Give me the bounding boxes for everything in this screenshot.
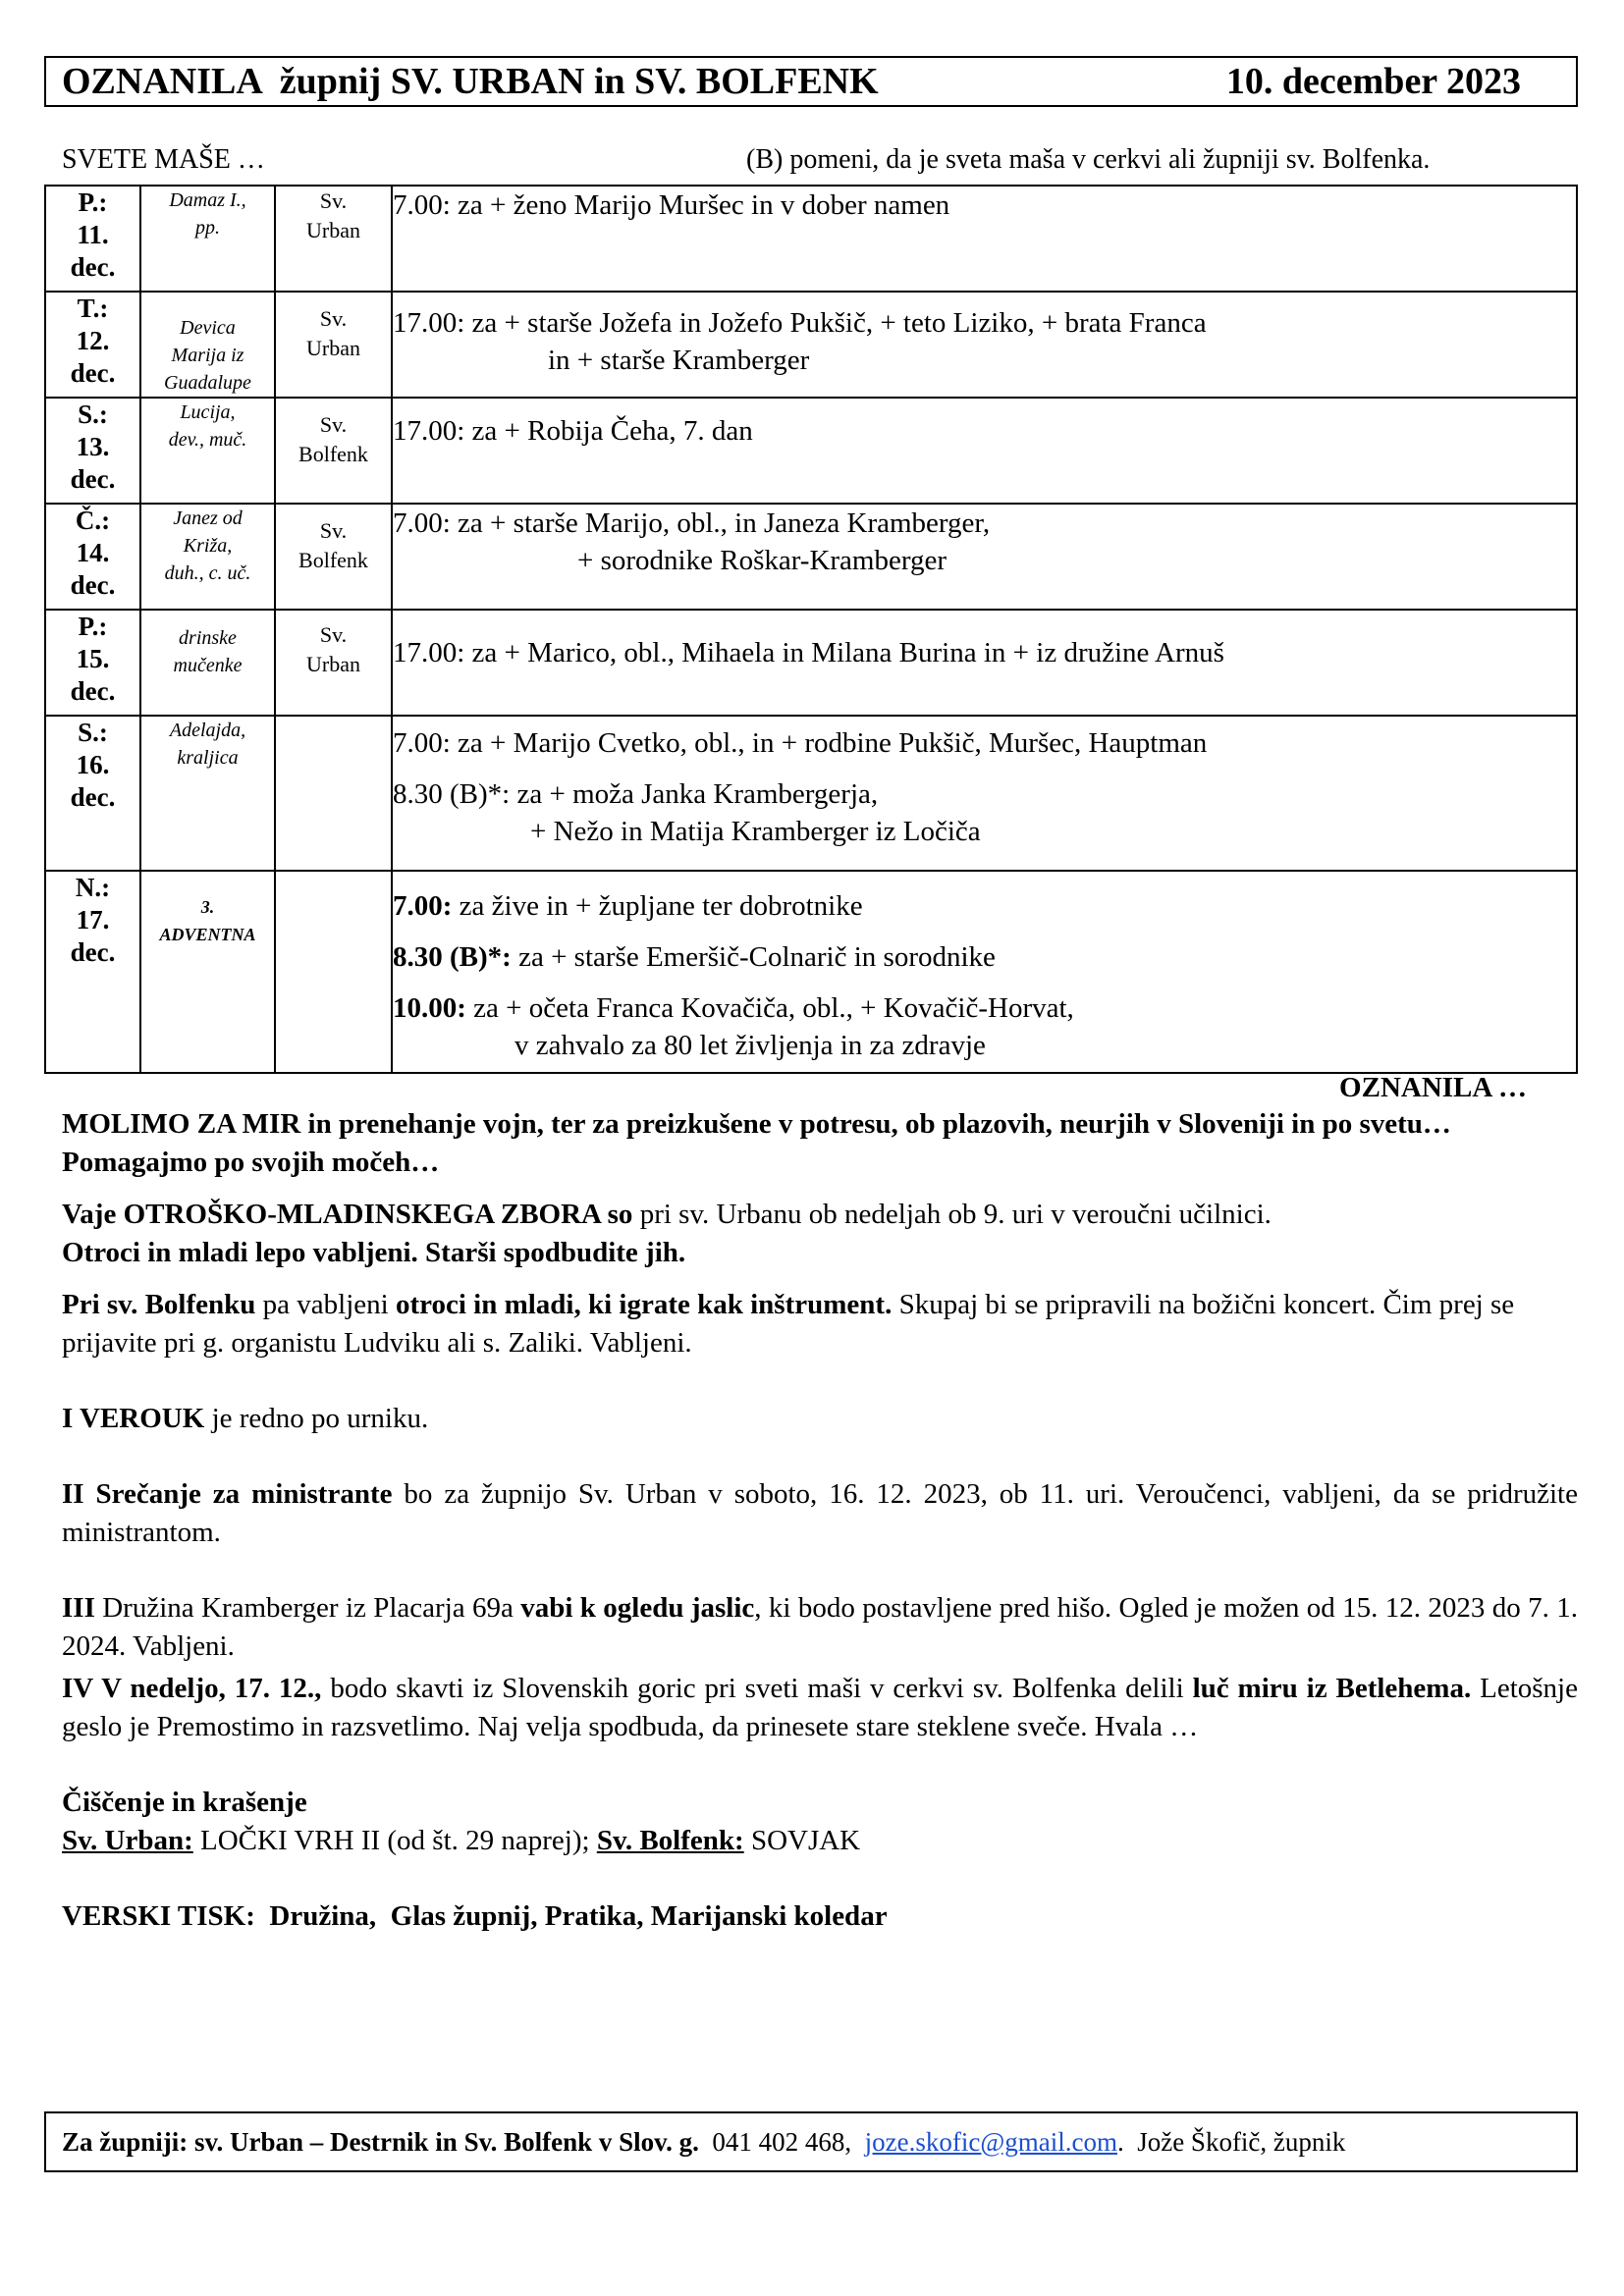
saint-cell: Adelajda, kraljica [140,716,275,871]
notices-section [62,1105,1578,1936]
page-title: OZNANILA župnij SV. URBAN in SV. BOLFENK [62,61,879,102]
church-cell: Sv. Urban [275,610,392,716]
mass-cell: 7.00: za + ženo Marijo Muršec in v dober namen [392,186,1577,292]
saint-cell: Damaz I., pp. [140,186,275,292]
day-cell: N.: 17. dec. [45,871,140,1073]
mass-cell: 7.00: za žive in + župljane ter dobrotnike 8.30 (B)*: za + starše Emeršič-Colnarič in sorodnike 10.00: za + očeta Franca Kovačiča, obl., + Kovačič-Horvat, v zahvalo za 80 let življenja in za zdravje [392,871,1577,1073]
table-row [45,716,1577,871]
peace-notice: MOLIMO ZA MIR in prenehanje vojn, ter za preizkušene v potresu, ob plazovih, neurjih v Sloveniji in po svetu… Pomagajmo po svojih močeh… [62,1108,1451,1178]
church-cell [275,871,392,1073]
choir-notice: Vaje OTROŠKO-MLADINSKEGA ZBORA so pri sv. Urbanu ob nedeljah ob 9. uri v veroučni učilnici. Otroci in mladi lepo vabljeni. Starši spodbudite jih. [62,1199,1272,1268]
day-cell: Č.: 14. dec. [45,504,140,610]
masses-label: SVETE MAŠE … [62,144,265,175]
mass-cell: 7.00: za + Marijo Cvetko, obl., in + rodbine Pukšič, Muršec, Hauptman 8.30 (B)*: za + moža Janka Krambergerja, + Nežo in Matija Kramberger iz Ločiča [392,716,1577,871]
church-cell: Sv. Urban [275,186,392,292]
table-row [45,871,1577,1073]
day-cell: P.: 11. dec. [45,186,140,292]
ministranti-notice: II Srečanje za ministrante bo za župnijo Sv. Urban v soboto, 16. 12. 2023, ob 11. uri. Veroučenci, vabljeni, da se pridružite ministrantom. [62,1478,1578,1548]
footer-label: Za župniji: sv. Urban – Destrnik in Sv. Bolfenk v Slov. g. [62,2127,699,2157]
church-cell: Sv. Bolfenk [275,398,392,504]
saint-cell: drinske mučenke [140,610,275,716]
b-note: (B) pomeni, da je sveta maša v cerkvi ali župniji sv. Bolfenka. [746,144,1431,175]
table-row [45,186,1577,292]
email-link[interactable]: joze.skofic@gmail.com [864,2127,1117,2157]
mass-cell: 17.00: za + starše Jožefa in Jožefo Pukšič, + teto Liziko, + brata Franca in + starše Kramberger [392,292,1577,398]
saint-cell: Janez od Križa, duh., c. uč. [140,504,275,610]
bolfenk-notice: Pri sv. Bolfenku pa vabljeni otroci in mladi, ki igrate kak inštrument. Skupaj bi se pripravili na božični koncert. Čim prej se prijavite pri g. organistu Ludviku ali s. Zaliki. Vabljeni. [62,1289,1515,1359]
church-cell [275,716,392,871]
verouk-notice: I VEROUK je redno po urniku. [62,1403,429,1434]
mass-cell: 17.00: za + Robija Čeha, 7. dan [392,398,1577,504]
table-row [45,504,1577,610]
church-cell: Sv. Bolfenk [275,504,392,610]
day-cell: T.: 12. dec. [45,292,140,398]
footer-signature: . Jože Škofič, župnik [1116,2127,1346,2157]
mass-cell: 17.00: za + Marico, obl., Mihaela in Milana Burina in + iz družine Arnuš [392,610,1577,716]
footer-phone: 041 402 468, [698,2127,865,2157]
header-box [44,56,1578,107]
day-cell: S.: 16. dec. [45,716,140,871]
table-row [45,610,1577,716]
day-cell: S.: 13. dec. [45,398,140,504]
press-notice: VERSKI TISK: Družina, Glas župnij, Pratika, Marijanski koledar [62,1900,888,1932]
mass-cell: 7.00: za + starše Marijo, obl., in Janeza Kramberger, + sorodnike Roškar-Kramberger [392,504,1577,610]
table-row [45,292,1577,398]
footer-box [44,2111,1578,2172]
jaslice-notice: III Družina Kramberger iz Placarja 69a vabi k ogledu jaslic, ki bodo postavljene pred hišo. Ogled je možen od 15. 12. 2023 do 7. 1. 2024. Vabljeni. [62,1592,1578,1662]
cleaning-title: Čiščenje in krašenje [62,1787,307,1818]
header-date: 10. december 2023 [1225,61,1521,102]
oznanila-label: OZNANILA … [1339,1072,1527,1103]
mass-schedule-table [44,185,1578,1074]
day-cell: P.: 15. dec. [45,610,140,716]
church-cell: Sv. Urban [275,292,392,398]
saint-cell: 3. ADVENTNA [140,871,275,1073]
luc-miru-notice: IV V nedeljo, 17. 12., bodo skavti iz Slovenskih goric pri sveti maši v cerkvi sv. Bolfenka delili luč miru iz Betlehema. Letošnje geslo je Premostimo in razsvetlimo. Naj velja spodbuda, da prinesete stare steklene sveče. Hvala … [62,1673,1578,1742]
cleaning-notice: Sv. Urban: LOČKI VRH II (od št. 29 naprej); Sv. Bolfenk: SOVJAK [62,1825,861,1856]
saint-cell: Devica Marija iz Guadalupe [140,292,275,398]
table-row [45,398,1577,504]
saint-cell: Lucija, dev., muč. [140,398,275,504]
